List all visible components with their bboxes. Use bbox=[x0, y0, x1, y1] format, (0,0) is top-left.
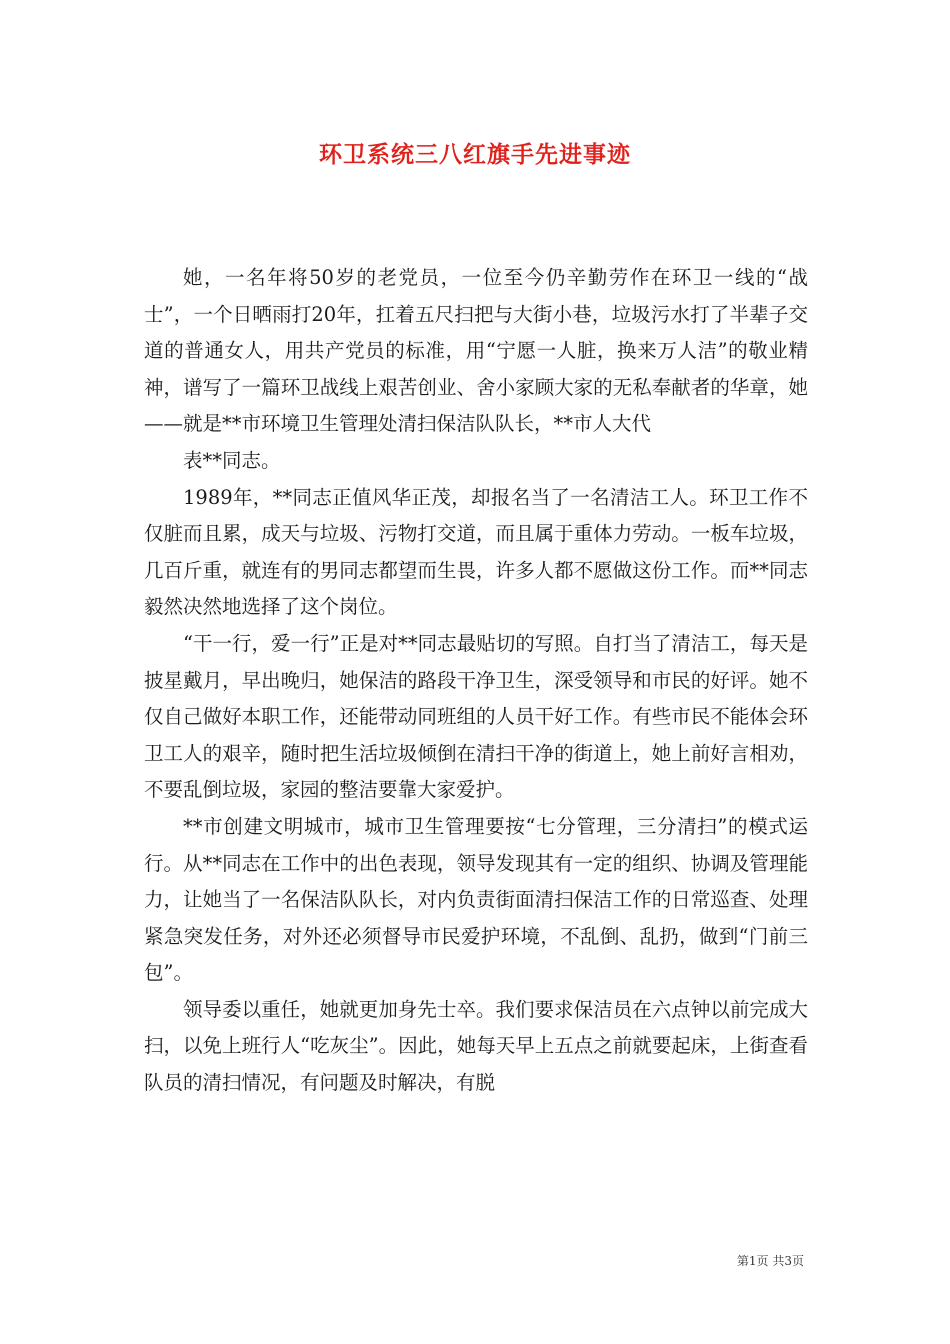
paragraph: “干一行，爱一行”正是对**同志最贴切的写照。自打当了清洁工，每天是披星戴月，早出晚归，她保洁的路段干净卫生，深受领导和市民的好评。她不仅自己做好本职工作，还能带动同班组的人员干好工作。有些市民不能体会环卫工人的艰辛，随时把生活垃圾倾倒在清扫干净的街道上，她上前好言相劝，不要乱倒垃圾，家园的整洁要靠大家爱护。 bbox=[144, 631, 808, 802]
paragraph: 表**同志。 bbox=[183, 448, 281, 472]
paragraph: **市创建文明城市，城市卫生管理要按“七分管理，三分清扫”的模式运行。从**同志在工作中的出色表现，领导发现其有一定的组织、协调及管理能力，让她当了一名保洁队队长，对内负责街面清扫保洁工作的日常巡查、处理紧急突发任务，对外还必须督导市民爱护环境，不乱倒、乱扔，做到“门前三包”。 bbox=[144, 814, 808, 985]
document-body bbox=[144, 260, 808, 1102]
document-title: 环卫系统三八红旗手先进事迹 bbox=[319, 141, 631, 168]
paragraph: 领导委以重任，她就更加身先士卒。我们要求保洁员在六点钟以前完成大扫，以免上班行人“吃灰尘”。因此，她每天早上五点之前就要起床，上街查看队员的清扫情况，有问题及时解决，有脱 bbox=[144, 997, 808, 1095]
page-number: 第1页 共3页 bbox=[736, 1254, 804, 1268]
paragraph: 1989年，**同志正值风华正茂，却报名当了一名清洁工人。环卫工作不仅脏而且累，成天与垃圾、污物打交道，而且属于重体力劳动。一板车垃圾，几百斤重，就连有的男同志都望而生畏，许多人都不愿做这份工作。而**同志毅然决然地选择了这个岗位。 bbox=[144, 485, 808, 619]
paragraph: 她，一名年将50岁的老党员，一位至今仍辛勤劳作在环卫一线的“战士”，一个日晒雨打20年，扛着五尺扫把与大街小巷，垃圾污水打了半辈子交道的普通女人，用共产党员的标准，用“宁愿一人脏，换来万人洁”的敬业精神，谱写了一篇环卫战线上艰苦创业、舍小家顾大家的无私奉献者的华章，她——就是**市环境卫生管理处清扫保洁队队长，**市人大代 bbox=[144, 266, 808, 436]
